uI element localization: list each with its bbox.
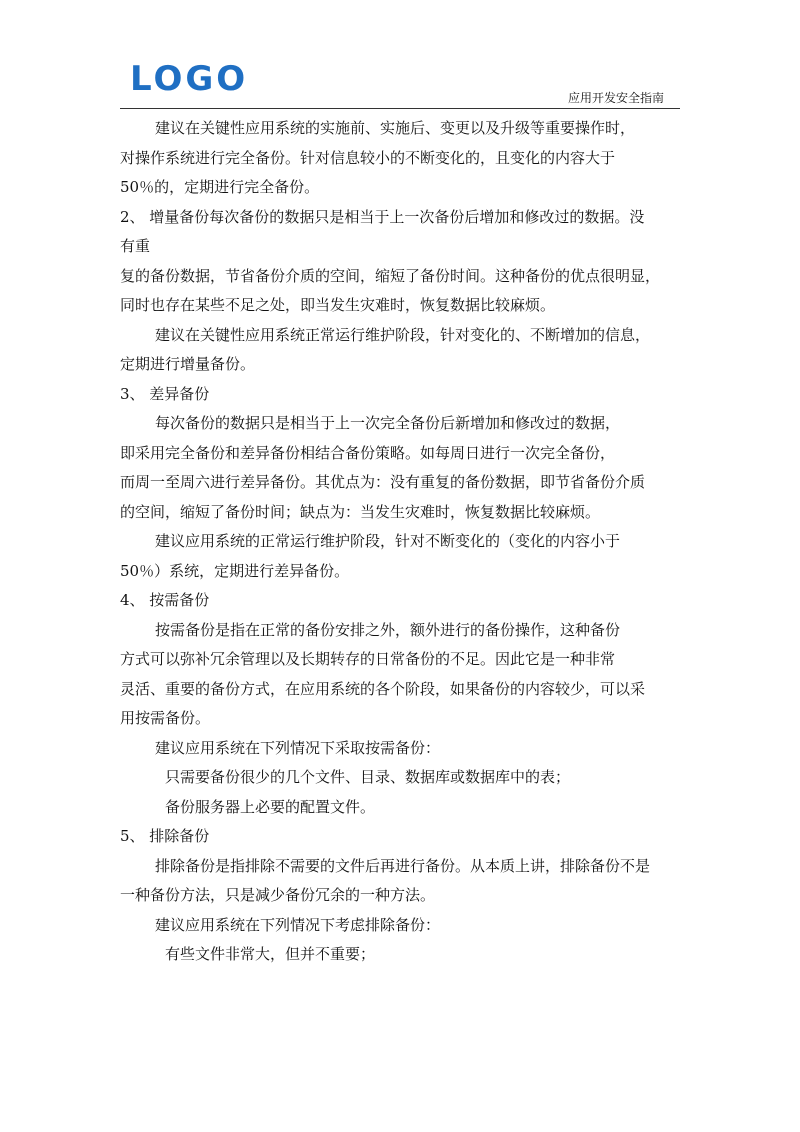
text-line: 建议在关键性应用系统的实施前、实施后、变更以及升级等重要操作时， — [155, 119, 636, 137]
text-line: 定期进行增量备份。 — [120, 355, 256, 373]
text-line: 有重 — [120, 237, 151, 255]
text-line: 按需备份是指在正常的备份安排之外，额外进行的备份操作，这种备份 — [155, 620, 621, 639]
document-body — [120, 114, 682, 970]
text-line: 50％的，定期进行完全备份。 — [120, 178, 320, 196]
text-line: 建议在关键性应用系统正常运行维护阶段，针对变化的、不断增加的信息， — [155, 325, 651, 344]
text-line: 对操作系统进行完全备份。针对信息较小的不断变化的，且变化的内容大于 — [120, 148, 616, 167]
logo: LOGO — [130, 59, 249, 99]
text-line: 只需要备份很少的几个文件、目录、数据库或数据库中的表； — [165, 768, 571, 786]
text-line: 3、 差异备份 — [120, 384, 210, 403]
text-line: 复的备份数据，节省备份介质的空间，缩短了备份时间。这种备份的优点很明显， — [120, 266, 661, 285]
text-line: 2、 增量备份每次备份的数据只是相当于上一次备份后增加和修改过的数据。没 — [120, 207, 645, 226]
text-line: 用按需备份。 — [120, 709, 211, 727]
text-line: 同时也存在某些不足之处，即当发生灾难时，恢复数据比较麻烦。 — [120, 296, 556, 314]
text-line: 而周一至周六进行差异备份。其优点为：没有重复的备份数据，即节省备份介质 — [120, 473, 646, 491]
text-line: 方式可以弥补冗余管理以及长期转存的日常备份的不足。因此它是一种非常 — [120, 650, 616, 668]
text-line: 4、 按需备份 — [120, 591, 210, 609]
text-line: 建议应用系统在下列情况下采取按需备份： — [155, 738, 441, 757]
text-line: 即采用完全备份和差异备份相结合备份策略。如每周日进行一次完全备份， — [120, 443, 616, 462]
text-line: 备份服务器上必要的配置文件。 — [165, 797, 376, 816]
document-header-title: 应用开发安全指南 — [567, 91, 664, 105]
header-rule — [120, 108, 680, 109]
text-line: 排除备份是指排除不需要的文件后再进行备份。从本质上讲，排除备份不是 — [155, 856, 651, 875]
text-line: 5、 排除备份 — [120, 827, 210, 845]
text-line: 灵活、重要的备份方式，在应用系统的各个阶段，如果备份的内容较少，可以采 — [120, 679, 646, 698]
text-line: 的空间，缩短了备份时间；缺点为：当发生灾难时，恢复数据比较麻烦。 — [120, 502, 601, 521]
text-line: 建议应用系统在下列情况下考虑排除备份： — [155, 915, 441, 934]
text-line: 每次备份的数据只是相当于上一次完全备份后新增加和修改过的数据， — [155, 414, 621, 432]
text-line: 一种备份方法，只是减少备份冗余的一种方法。 — [120, 886, 436, 904]
text-line: 建议应用系统的正常运行维护阶段，针对不断变化的（变化的内容小于 — [155, 532, 621, 550]
text-line: 50％）系统，定期进行差异备份。 — [120, 561, 350, 580]
text-line: 有些文件非常大，但并不重要； — [165, 945, 376, 963]
